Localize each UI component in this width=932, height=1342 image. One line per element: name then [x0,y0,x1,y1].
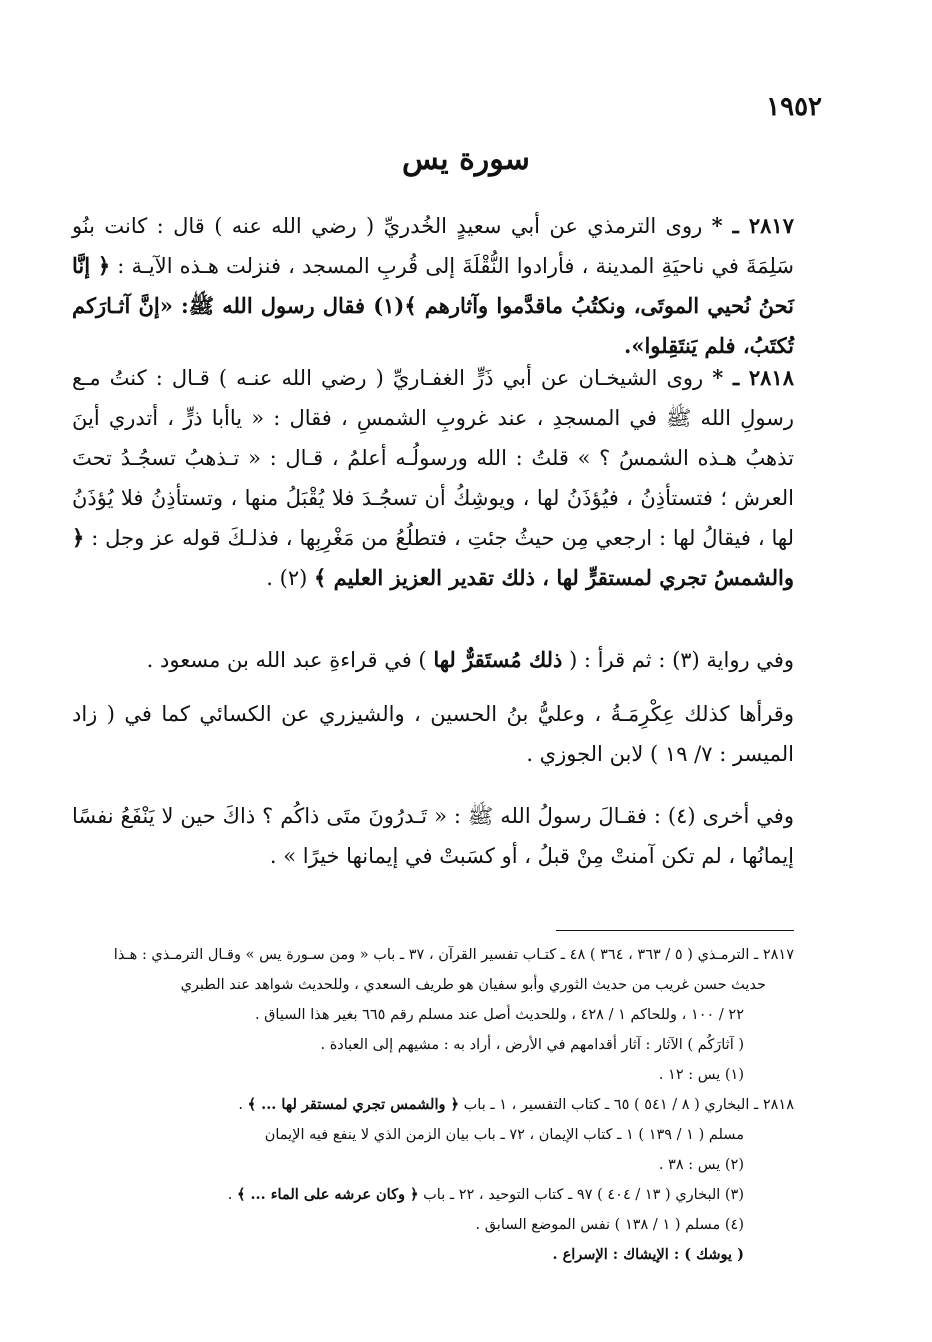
hadith-text-after-verse: (١) فقال رسول الله ﷺ: «إنَّ آثـارَكم تُكتَبُ، فلم يَنتَقِلوا». [72,293,794,358]
paragraph-riwaya [72,640,794,680]
hadith-2818 [72,358,794,598]
footnote-verse: ﴿ وكان عرشه على الماء ... ﴾ [236,1186,419,1203]
footnote-line: ( آثارَكُم ) الآثار : آثار أقدامهم في الأرض ، أراد به : مشيهم إلى العبادة . [320,1037,744,1053]
quran-verse: ﴿ والشمسُ تجري لمستقرٍّ لها ، ذلك تقدير العزيز العليم ﴾ [72,525,794,590]
quran-verse: ﴿ إنَّا نَحنُ نُحيي الموتَى، ونكتُبُ ماقدَّموا وآثارهم ﴾ [72,253,794,318]
footnote-line: ٢٨١٧ ـ الترمـذي ( ٥ / ٣٦٣ ، ٣٦٤ ) ٤٨ ـ كتـاب تفسير القرآن ، ٣٧ ـ باب « ومن سـورة يس » وقـال الترمـذي : هـذا [113,947,794,963]
riwaya-reading: ذلك مُستَقرٌّ لها [433,647,563,672]
page-number: ١٩٥٢ [766,92,822,122]
footnote-text: . [227,1187,237,1203]
footnote-line: حديث حسن غريب من حديث الثوري وأبو سفيان هو طريف السعدي ، وللحديث شواهد عند الطبري [180,977,766,993]
footnote-line: مسلم ( ١ / ١٣٩ ) ١ ـ كتاب الإيمان ، ٧٢ ـ باب بيان الزمن الذي لا ينفع فيه الإيمان [264,1127,744,1143]
hadith-text: روى الترمذي عن أبي سعيدٍ الخُدريِّ ( رضي الله عنه ) قال : كانت بنُو سَلِمَةَ في ناحيَةِ المدينة ، فأرادوا النُّقْلَةَ إلى قُربِ المسجد ، فنزلت هـذه الآيـة : [72,214,794,278]
footnotes [72,940,794,1270]
footnote-line: ( يوشك ) : الإيشاك : الإسراع . [552,1246,744,1263]
paragraph-qiraa: وقرأها كذلك عِكْرِمَـةُ ، وعليُّ بنُ الحسين ، والشيزري عن الكسائي كما في ( زاد الميسر : ٧/ ١٩ ) لابن الجوزي . [72,702,794,766]
footnote-divider [556,930,794,931]
footnote-line [72,1090,794,1120]
hadith-text: روى الشيخـان عن أبي ذَرٍّ الغفـاريِّ ( رضي الله عنـه ) قـال : كنتُ مـع رسولِ الله ﷺ في المسجدِ ، عند غروبِ الشمسِ ، فقال : « ياأبا ذرٍّ ، أتدري أينَ تذهبُ هـذه الشمسُ ؟ » قلتُ : الله ورسولُـه أعلمُ ، قـال : « تـذهبُ تسجُـدُ تحتَ العرش ؛ فتستأذِنُ ، فيُؤذَنُ لها ، ويوشِكُ أن تسجُـدَ فلا يُقْبَلُ منها ، وتستأذِنُ فلا يُؤذَنُ لها ، فيقالُ لها : ارجعي مِن حيثُ جئتِ ، فتطلُعُ من مَغْرِبِها ، فذلـكَ قوله عز وجل : [72,366,794,550]
footnote-line [72,1180,794,1210]
footnote-line: ٢٢ / ١٠٠ ، وللحاكم ١ / ٤٢٨ ، وللحديث أصل عند مسلم رقم ٦٦٥ بغير هذا السياق . [254,1007,744,1023]
footnote-line: (٤) مسلم ( ١ / ١٣٨ ) نفس الموضع السابق . [475,1217,744,1233]
footnote-verse: ﴿ والشمس تجري لمستقر لها ... ﴾ [247,1096,460,1113]
riwaya-post: ) في قراءةِ عبد الله بن مسعود . [146,648,434,672]
footnote-line: (٢) يس : ٣٨ . [658,1157,744,1173]
hadith-2817 [72,206,794,366]
hadith-text-after-verse: (٢) . [266,566,314,590]
surah-title: سورة يس [402,142,530,177]
footnote-text: (٣) البخاري ( ١٣ / ٤٠٤ ) ٩٧ ـ كتاب التوحيد ، ٢٢ ـ باب [418,1187,744,1203]
footnote-line: (١) يس : ١٢ . [658,1067,744,1083]
footnote-text: ٢٨١٨ ـ البخاري ( ٨ / ٥٤١ ) ٦٥ ـ كتاب التفسير ، ١ ـ باب [459,1097,794,1113]
footnote-text: . [238,1097,248,1113]
hadith-number: ٢٨١٨ ـ * [712,365,794,390]
paragraph-ukhra: وفي أخرى (٤) : فقـالَ رسولُ الله ﷺ : « تَـدرُونَ متَى ذاكُم ؟ ذاكَ حين لا يَنْفَعُ نفسًا إيمانُها ، لم تكن آمنتْ مِنْ قبلُ ، أو كسَبتْ في إيمانها خيرًا » . [72,804,794,868]
riwaya-pre: وفي رواية (٣) : ثم قرأ : ( [562,648,794,672]
hadith-number: ٢٨١٧ ـ * [711,213,794,238]
